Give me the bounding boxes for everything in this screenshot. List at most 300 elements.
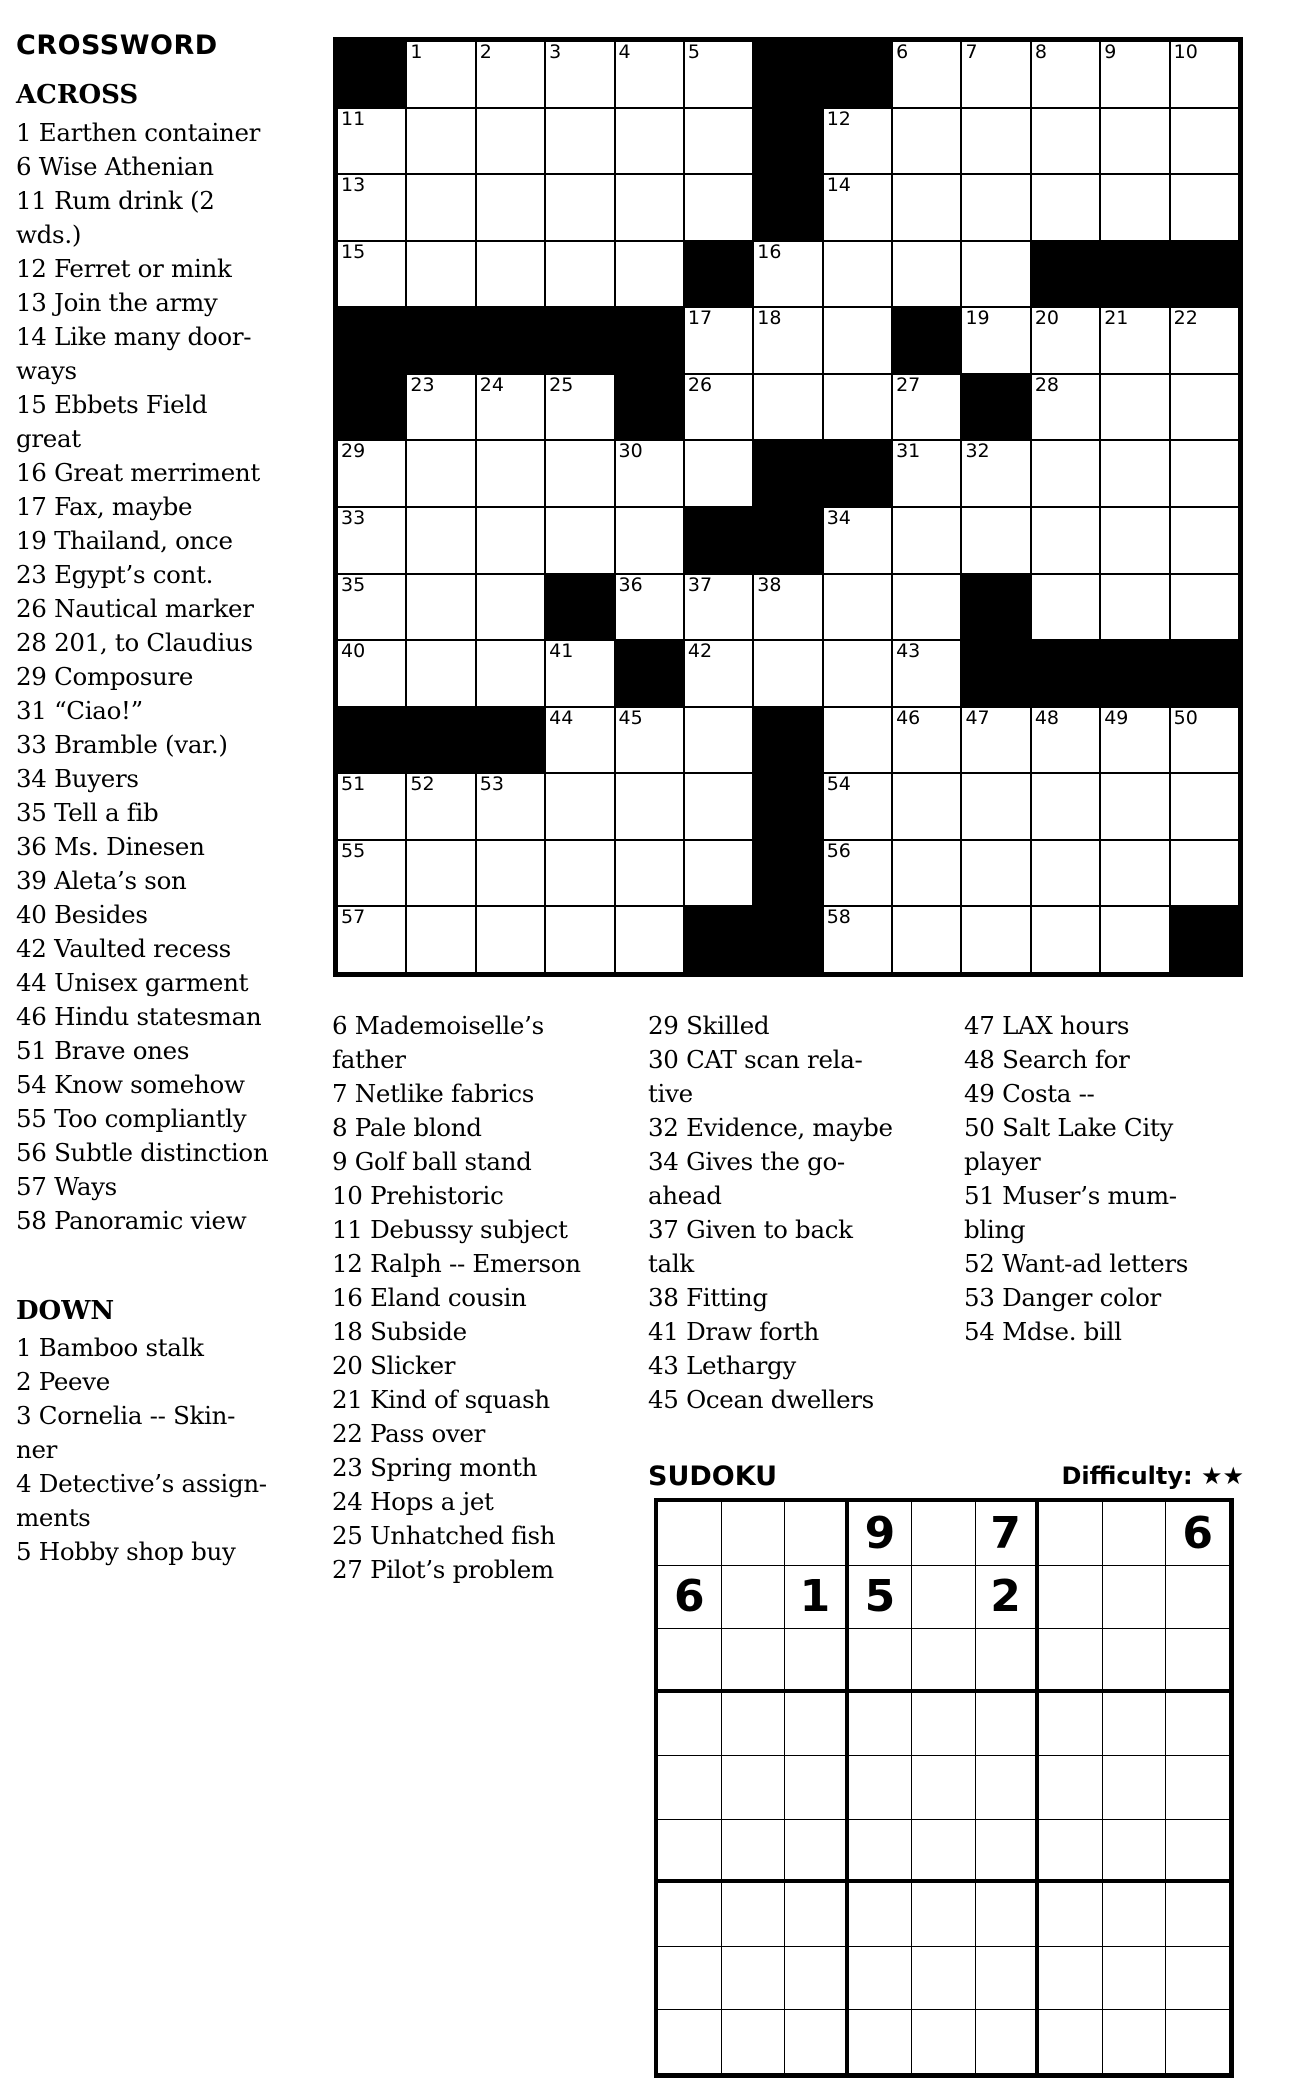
grid-cell[interactable] [616, 242, 683, 307]
grid-cell[interactable] [477, 841, 544, 906]
black-square [962, 575, 1029, 640]
black-square [754, 841, 821, 906]
grid-cell[interactable] [824, 841, 891, 906]
grid-cell[interactable] [546, 175, 613, 240]
clue-line: 53 Danger color [964, 1283, 1161, 1312]
grid-cell[interactable] [1101, 841, 1168, 906]
grid-cell[interactable] [616, 575, 683, 640]
grid-cell[interactable] [824, 641, 891, 706]
black-square [754, 109, 821, 174]
black-square [1032, 242, 1099, 307]
grid-cell[interactable] [962, 242, 1029, 307]
black-square [407, 308, 474, 373]
down-clues-col4 [964, 1009, 1188, 1349]
grid-cell[interactable] [477, 175, 544, 240]
grid-cell[interactable] [338, 441, 405, 506]
black-square [477, 708, 544, 773]
grid-cell[interactable] [685, 708, 752, 773]
grid-cell[interactable] [477, 242, 544, 307]
sudoku-cell[interactable] [912, 1820, 976, 1884]
clue-line: 20 Slicker [332, 1351, 456, 1380]
clue-line: 49 Costa -- [964, 1079, 1095, 1108]
clue-line: 4 Detective’s assign- [16, 1469, 267, 1498]
grid-cell[interactable] [1171, 109, 1238, 174]
cell-number: 24 [479, 373, 504, 396]
clue-line: wds.) [16, 220, 82, 249]
grid-cell[interactable] [1171, 441, 1238, 506]
sudoku-cell[interactable] [912, 2010, 976, 2074]
grid-cell[interactable] [1101, 441, 1168, 506]
grid-cell[interactable] [1032, 375, 1099, 440]
grid-cell[interactable] [685, 375, 752, 440]
cell-number: 29 [341, 440, 366, 463]
sudoku-cell[interactable] [1166, 1883, 1230, 1947]
sudoku-title: SUDOKU [648, 1461, 778, 1492]
clue-line: 26 Nautical marker [16, 594, 254, 623]
sudoku-cell[interactable] [1039, 1629, 1103, 1693]
sudoku-cell[interactable] [976, 1693, 1040, 1757]
black-square [754, 42, 821, 107]
grid-cell[interactable] [1171, 175, 1238, 240]
sudoku-cell[interactable] [1166, 1820, 1230, 1884]
cell-number: 48 [1034, 706, 1060, 729]
sudoku-cell[interactable] [976, 1820, 1040, 1884]
sudoku-cell[interactable] [658, 1629, 722, 1693]
grid-cell[interactable] [893, 907, 960, 972]
sudoku-cell[interactable] [658, 1883, 722, 1947]
grid-cell[interactable] [1101, 375, 1168, 440]
grid-cell[interactable] [546, 508, 613, 573]
clue-line: 36 Ms. Dinesen [16, 832, 205, 861]
grid-cell[interactable] [338, 242, 405, 307]
grid-cell[interactable] [1101, 708, 1168, 773]
sudoku-cell[interactable] [1166, 1756, 1230, 1820]
grid-cell[interactable] [685, 308, 752, 373]
grid-cell[interactable] [1171, 375, 1238, 440]
cell-number: 39 [965, 573, 990, 596]
clue-line: 24 Hops a jet [332, 1487, 494, 1516]
grid-cell[interactable] [1171, 508, 1238, 573]
grid-cell[interactable] [1032, 109, 1099, 174]
sudoku-cell[interactable] [1166, 1629, 1230, 1693]
grid-cell[interactable] [477, 641, 544, 706]
sudoku-cell[interactable] [658, 1947, 722, 2011]
sudoku-cell[interactable] [1166, 1947, 1230, 2011]
grid-cell[interactable] [824, 242, 891, 307]
clue-line: father [332, 1045, 406, 1074]
sudoku-cell[interactable] [1039, 1947, 1103, 2011]
grid-cell[interactable] [685, 109, 752, 174]
sudoku-cell[interactable] [722, 1502, 786, 1566]
grid-cell[interactable] [893, 508, 960, 573]
grid-cell[interactable] [685, 575, 752, 640]
clue-line: 16 Great merriment [16, 458, 260, 487]
grid-cell[interactable] [616, 109, 683, 174]
grid-cell[interactable] [338, 508, 405, 573]
sudoku-cell[interactable] [658, 1820, 722, 1884]
grid-cell[interactable] [1032, 907, 1099, 972]
grid-cell[interactable] [824, 508, 891, 573]
grid-cell[interactable] [616, 774, 683, 839]
grid-cell[interactable] [477, 441, 544, 506]
sudoku-cell[interactable] [1103, 1502, 1167, 1566]
grid-cell[interactable] [338, 575, 405, 640]
sudoku-cell[interactable] [912, 1947, 976, 2011]
sudoku-cell[interactable] [849, 1693, 913, 1757]
sudoku-cell[interactable] [1103, 1629, 1167, 1693]
clue-line: 2 Peeve [16, 1367, 110, 1396]
grid-cell[interactable] [824, 774, 891, 839]
grid-cell[interactable] [407, 774, 474, 839]
grid-cell[interactable] [962, 508, 1029, 573]
grid-cell[interactable] [962, 175, 1029, 240]
sudoku-cell[interactable] [1039, 1693, 1103, 1757]
grid-cell[interactable] [1171, 575, 1238, 640]
black-square [962, 375, 1029, 440]
black-square [754, 774, 821, 839]
sudoku-cell[interactable] [849, 1629, 913, 1693]
sudoku-cell[interactable] [849, 1883, 913, 1947]
grid-cell[interactable] [546, 42, 613, 107]
cell-number: 12 [826, 107, 851, 130]
grid-cell[interactable] [407, 907, 474, 972]
grid-cell[interactable] [546, 774, 613, 839]
black-square [754, 441, 821, 506]
grid-cell[interactable] [407, 441, 474, 506]
sudoku-cell[interactable] [722, 2010, 786, 2074]
clue-line: 1 Bamboo stalk [16, 1333, 204, 1362]
sudoku-cell[interactable] [658, 1756, 722, 1820]
black-square [1171, 907, 1238, 972]
grid-cell[interactable] [407, 508, 474, 573]
grid-cell[interactable] [616, 441, 683, 506]
clue-line: 8 Pale blond [332, 1113, 482, 1142]
grid-cell[interactable] [893, 708, 960, 773]
black-square [893, 308, 960, 373]
grid-cell[interactable] [1101, 175, 1168, 240]
grid-cell[interactable] [824, 375, 891, 440]
sudoku-cell[interactable] [1103, 1693, 1167, 1757]
across-clues [16, 116, 268, 1238]
grid-cell[interactable] [754, 308, 821, 373]
sudoku-cell[interactable] [912, 1502, 976, 1566]
grid-cell[interactable] [1032, 42, 1099, 107]
grid-cell[interactable] [616, 508, 683, 573]
sudoku-cell[interactable]: 5 [849, 1566, 913, 1630]
sudoku-cell[interactable] [976, 1883, 1040, 1947]
grid-cell[interactable] [546, 441, 613, 506]
grid-cell[interactable] [685, 774, 752, 839]
black-square [1101, 641, 1168, 706]
sudoku-cell[interactable] [785, 2010, 849, 2074]
clue-line: 18 Subside [332, 1317, 467, 1346]
sudoku-cell[interactable] [658, 2010, 722, 2074]
grid-cell[interactable] [1032, 175, 1099, 240]
sudoku-cell[interactable] [1166, 1693, 1230, 1757]
sudoku-cell[interactable] [785, 1947, 849, 2011]
grid-cell[interactable] [338, 841, 405, 906]
grid-cell[interactable] [754, 375, 821, 440]
sudoku-cell[interactable] [722, 1693, 786, 1757]
sudoku-cell[interactable] [912, 1566, 976, 1630]
grid-cell[interactable] [893, 109, 960, 174]
grid-cell[interactable] [1171, 841, 1238, 906]
grid-cell[interactable] [1171, 708, 1238, 773]
grid-cell[interactable] [893, 375, 960, 440]
grid-cell[interactable] [1032, 774, 1099, 839]
sudoku-cell[interactable]: 7 [976, 1502, 1040, 1566]
cell-number: 25 [549, 373, 574, 396]
clue-line: 46 Hindu statesman [16, 1002, 262, 1031]
clue-line: 9 Golf ball stand [332, 1147, 532, 1176]
grid-cell[interactable] [1032, 508, 1099, 573]
clue-line: 34 Gives the go- [648, 1147, 845, 1176]
sudoku-cell[interactable] [849, 2010, 913, 2074]
grid-cell[interactable] [824, 175, 891, 240]
cell-number: 20 [1034, 307, 1060, 330]
grid-cell[interactable] [546, 242, 613, 307]
cell-number: 3 [549, 41, 562, 63]
sudoku-cell[interactable] [1103, 1566, 1167, 1630]
grid-cell[interactable] [962, 441, 1029, 506]
sudoku-grid [654, 1498, 1234, 2078]
grid-cell[interactable] [824, 109, 891, 174]
grid-cell[interactable] [1171, 774, 1238, 839]
grid-cell[interactable] [893, 42, 960, 107]
cell-number: 42 [687, 640, 713, 663]
clue-line: 21 Kind of squash [332, 1385, 550, 1414]
grid-cell[interactable] [616, 841, 683, 906]
grid-cell[interactable] [824, 708, 891, 773]
black-square [824, 441, 891, 506]
clue-line: 3 Cornelia -- Skin- [16, 1401, 236, 1430]
sudoku-cell[interactable] [785, 1820, 849, 1884]
sudoku-cell[interactable] [785, 1756, 849, 1820]
sudoku-difficulty: Difficulty: ★★ [1061, 1462, 1244, 1490]
grid-cell[interactable] [407, 42, 474, 107]
grid-cell[interactable] [407, 109, 474, 174]
sudoku-cell[interactable] [1039, 1756, 1103, 1820]
cell-number: 45 [618, 706, 643, 729]
clue-line: great [16, 424, 81, 453]
grid-cell[interactable] [962, 308, 1029, 373]
sudoku-cell[interactable] [976, 1756, 1040, 1820]
sudoku-cell[interactable] [976, 2010, 1040, 2074]
grid-cell[interactable] [338, 907, 405, 972]
sudoku-cell[interactable]: 1 [785, 1566, 849, 1630]
sudoku-cell[interactable] [785, 1629, 849, 1693]
grid-cell[interactable] [824, 575, 891, 640]
grid-cell[interactable] [685, 841, 752, 906]
clue-line: 16 Eland cousin [332, 1283, 527, 1312]
grid-cell[interactable] [1032, 841, 1099, 906]
grid-cell[interactable] [685, 175, 752, 240]
cell-number: 19 [965, 307, 990, 330]
black-square [616, 375, 683, 440]
grid-cell[interactable] [962, 841, 1029, 906]
sudoku-cell[interactable] [785, 1502, 849, 1566]
cell-number: 52 [410, 773, 435, 796]
grid-cell[interactable] [1032, 441, 1099, 506]
grid-cell[interactable] [477, 907, 544, 972]
grid-cell[interactable] [1101, 508, 1168, 573]
cell-number: 22 [1173, 307, 1198, 330]
clue-line: 29 Composure [16, 662, 194, 691]
clue-line: talk [648, 1249, 694, 1278]
sudoku-cell[interactable] [1039, 1566, 1103, 1630]
clue-line: 6 Mademoiselle’s [332, 1011, 544, 1040]
sudoku-cell[interactable] [912, 1756, 976, 1820]
grid-cell[interactable] [1032, 308, 1099, 373]
grid-cell[interactable] [962, 907, 1029, 972]
grid-cell[interactable] [477, 774, 544, 839]
grid-cell[interactable] [1101, 907, 1168, 972]
cell-number: 35 [341, 573, 366, 596]
grid-cell[interactable] [338, 641, 405, 706]
cell-number: 26 [687, 373, 713, 396]
sudoku-cell[interactable] [1166, 2010, 1230, 2074]
grid-cell[interactable] [754, 641, 821, 706]
grid-cell[interactable] [477, 109, 544, 174]
sudoku-cell[interactable]: 9 [849, 1502, 913, 1566]
grid-cell[interactable] [962, 109, 1029, 174]
grid-cell[interactable] [1171, 42, 1238, 107]
grid-cell[interactable] [824, 907, 891, 972]
grid-cell[interactable] [1171, 308, 1238, 373]
sudoku-cell[interactable] [1039, 1502, 1103, 1566]
grid-cell[interactable] [407, 242, 474, 307]
sudoku-cell[interactable] [722, 1629, 786, 1693]
grid-cell[interactable] [962, 42, 1029, 107]
sudoku-cell[interactable] [722, 1756, 786, 1820]
grid-cell[interactable] [685, 42, 752, 107]
grid-cell[interactable] [824, 308, 891, 373]
grid-cell[interactable] [962, 774, 1029, 839]
sudoku-cell[interactable] [1039, 1820, 1103, 1884]
sudoku-cell[interactable] [722, 1947, 786, 2011]
grid-cell[interactable] [616, 42, 683, 107]
sudoku-cell[interactable] [1103, 2010, 1167, 2074]
clue-line: 5 Hobby shop buy [16, 1537, 236, 1566]
grid-cell[interactable] [407, 841, 474, 906]
sudoku-cell[interactable] [849, 1756, 913, 1820]
clue-line: 39 Aleta’s son [16, 866, 187, 895]
grid-cell[interactable] [1101, 42, 1168, 107]
sudoku-cell[interactable] [1166, 1566, 1230, 1630]
sudoku-cell[interactable] [722, 1566, 786, 1630]
grid-cell[interactable] [1101, 308, 1168, 373]
grid-cell[interactable] [546, 641, 613, 706]
grid-cell[interactable] [1101, 774, 1168, 839]
sudoku-cell[interactable] [1039, 1883, 1103, 1947]
cell-number: 10 [1173, 41, 1198, 63]
grid-cell[interactable] [477, 375, 544, 440]
grid-cell[interactable] [546, 907, 613, 972]
grid-cell[interactable] [893, 641, 960, 706]
sudoku-cell[interactable] [976, 1629, 1040, 1693]
grid-cell[interactable] [546, 841, 613, 906]
cell-number: 9 [1104, 41, 1117, 63]
sudoku-cell[interactable] [849, 1820, 913, 1884]
clue-line: 28 201, to Claudius [16, 628, 253, 657]
grid-cell[interactable] [754, 575, 821, 640]
sudoku-cell[interactable] [658, 1502, 722, 1566]
grid-cell[interactable] [546, 375, 613, 440]
sudoku-cell[interactable]: 6 [658, 1566, 722, 1630]
cell-number: 50 [1173, 706, 1198, 729]
grid-cell[interactable] [893, 441, 960, 506]
cell-number: 32 [965, 440, 990, 463]
grid-cell[interactable] [407, 575, 474, 640]
sudoku-cell[interactable] [912, 1883, 976, 1947]
sudoku-cell[interactable] [976, 1947, 1040, 2011]
grid-cell[interactable] [546, 109, 613, 174]
grid-cell[interactable] [754, 242, 821, 307]
grid-cell[interactable] [893, 841, 960, 906]
grid-cell[interactable] [893, 575, 960, 640]
grid-cell[interactable] [616, 175, 683, 240]
sudoku-cell[interactable] [1039, 2010, 1103, 2074]
grid-cell[interactable] [616, 907, 683, 972]
clue-line: 17 Fax, maybe [16, 492, 193, 521]
grid-cell[interactable] [1032, 575, 1099, 640]
sudoku-cell[interactable] [785, 1693, 849, 1757]
sudoku-cell[interactable]: 6 [1166, 1502, 1230, 1566]
grid-cell[interactable] [338, 774, 405, 839]
sudoku-cell[interactable] [912, 1693, 976, 1757]
sudoku-cell[interactable] [722, 1820, 786, 1884]
grid-cell[interactable] [338, 109, 405, 174]
grid-cell[interactable] [962, 708, 1029, 773]
grid-cell[interactable] [407, 641, 474, 706]
grid-cell[interactable] [407, 375, 474, 440]
sudoku-cell[interactable]: 2 [976, 1566, 1040, 1630]
clue-line: 23 Egypt’s cont. [16, 560, 214, 589]
grid-cell[interactable] [546, 708, 613, 773]
clue-line: 47 LAX hours [964, 1011, 1130, 1040]
sudoku-cell[interactable] [912, 1629, 976, 1693]
sudoku-cell[interactable] [722, 1883, 786, 1947]
sudoku-cell[interactable] [1103, 1947, 1167, 2011]
grid-cell[interactable] [616, 708, 683, 773]
grid-cell[interactable] [338, 175, 405, 240]
sudoku-cell[interactable] [1103, 1820, 1167, 1884]
clue-line: 58 Panoramic view [16, 1206, 247, 1235]
sudoku-cell[interactable] [1103, 1883, 1167, 1947]
grid-cell[interactable] [407, 175, 474, 240]
grid-cell[interactable] [893, 774, 960, 839]
grid-cell[interactable] [1101, 109, 1168, 174]
clue-line: 51 Brave ones [16, 1036, 190, 1065]
cell-number: 11 [341, 107, 366, 130]
grid-cell[interactable] [477, 508, 544, 573]
clue-line: 56 Subtle distinction [16, 1138, 269, 1167]
grid-cell[interactable] [477, 42, 544, 107]
sudoku-cell[interactable] [849, 1947, 913, 2011]
grid-cell[interactable] [1101, 575, 1168, 640]
grid-cell[interactable] [893, 175, 960, 240]
grid-cell[interactable] [1032, 708, 1099, 773]
grid-cell[interactable] [685, 441, 752, 506]
grid-cell[interactable] [685, 641, 752, 706]
sudoku-cell[interactable] [1103, 1756, 1167, 1820]
grid-cell[interactable] [477, 575, 544, 640]
sudoku-cell[interactable] [785, 1883, 849, 1947]
black-square [754, 708, 821, 773]
sudoku-cell[interactable] [658, 1693, 722, 1757]
grid-cell[interactable] [893, 242, 960, 307]
black-square [338, 708, 405, 773]
